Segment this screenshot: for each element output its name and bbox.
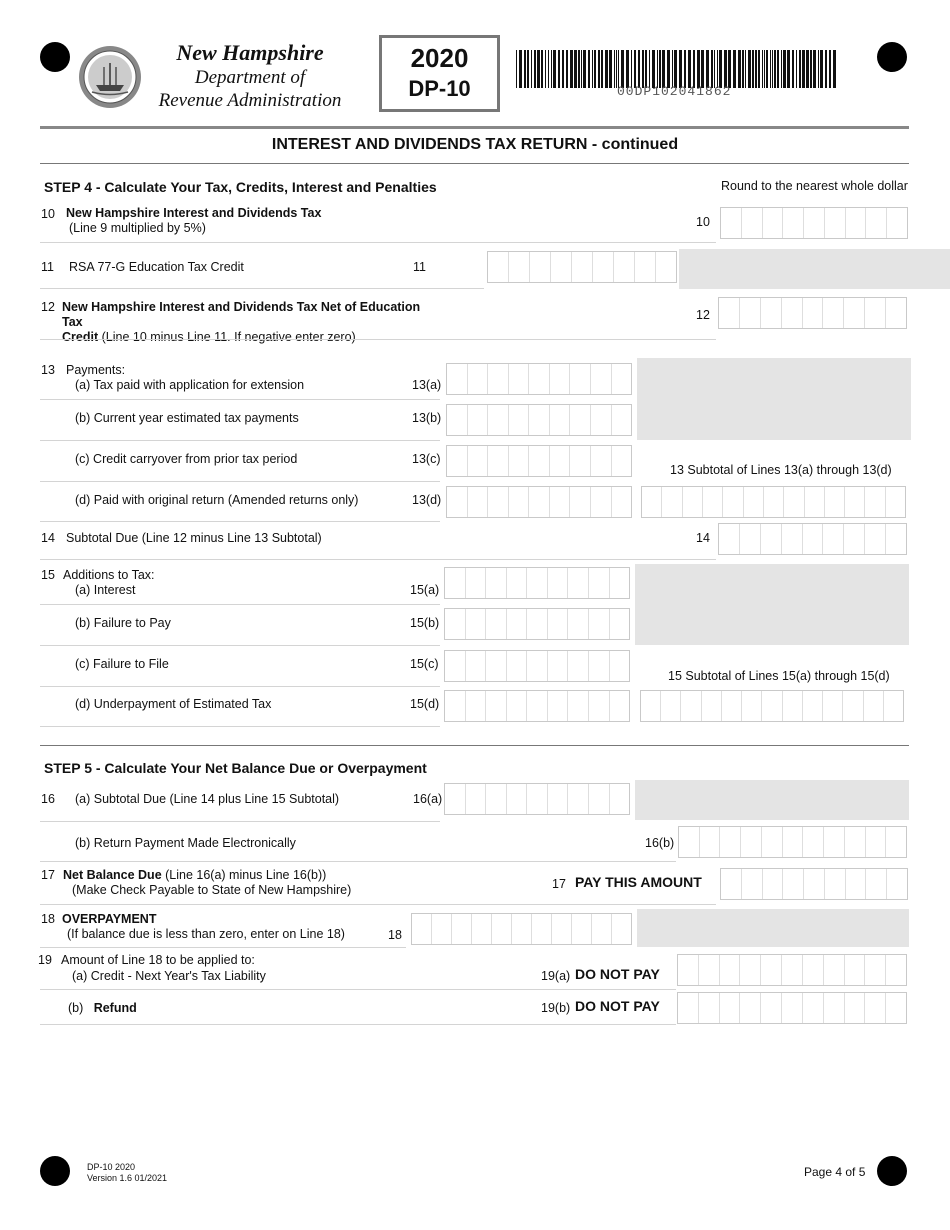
- barcode-bar: [799, 50, 801, 88]
- do-not-pay-b: DO NOT PAY: [575, 998, 660, 1014]
- barcode-bar: [634, 50, 636, 88]
- department-name: Department of: [194, 67, 306, 88]
- line15-subtotal-label: 15 Subtotal of Lines 15(a) through 15(d): [668, 669, 890, 683]
- barcode-bar: [592, 50, 593, 88]
- barcode-bar: [728, 50, 731, 88]
- line18-sub: (If balance due is less than zero, enter on Line 18): [67, 927, 345, 941]
- barcode-bar: [583, 50, 586, 88]
- barcode-bar: [551, 50, 552, 88]
- line13-title: Payments:: [66, 363, 126, 377]
- registration-mark: [877, 42, 907, 72]
- state-name: New Hampshire: [176, 40, 324, 65]
- barcode-bar: [601, 50, 603, 88]
- line19a-text: (a) Credit - Next Year's Tax Liability: [72, 969, 266, 983]
- line18-ref: 18: [388, 928, 402, 942]
- barcode-bar: [764, 50, 765, 88]
- barcode-bar: [570, 50, 573, 88]
- barcode-bar: [772, 50, 773, 88]
- barcode-bar: [531, 50, 532, 88]
- barcode-bar: [566, 50, 568, 88]
- line12-title-2: Credit: [62, 330, 99, 344]
- barcode-bar: [693, 50, 695, 88]
- line14-amount-field[interactable]: [718, 523, 907, 555]
- line19b-amount-field[interactable]: [677, 992, 907, 1024]
- line-number: 15: [41, 568, 55, 582]
- line12-sub: (Line 10 minus Line 11. If negative enter zero): [101, 330, 356, 344]
- barcode-bar: [802, 50, 805, 88]
- barcode-bar: [792, 50, 794, 88]
- line-number: 14: [41, 531, 55, 545]
- barcode-bar: [672, 50, 673, 88]
- barcode-bar: [621, 50, 624, 88]
- barcode-bar: [594, 50, 596, 88]
- step5-heading: STEP 5 - Calculate Your Net Balance Due or Overpayment: [44, 760, 427, 776]
- barcode-bar: [562, 50, 564, 88]
- barcode-bar: [717, 50, 718, 88]
- barcode-bar: [588, 50, 590, 88]
- barcode-bar: [558, 50, 560, 88]
- barcode-bar: [770, 50, 771, 88]
- round-note: Round to the nearest whole dollar: [721, 179, 908, 193]
- line10-title: New Hampshire Interest and Dividends Tax: [66, 206, 322, 220]
- line15b-amount-field[interactable]: [444, 608, 630, 640]
- registration-mark: [40, 42, 70, 72]
- barcode-bar: [766, 50, 768, 88]
- page-title: INTEREST AND DIVIDENDS TAX RETURN - continued: [271, 136, 679, 153]
- barcode: [516, 50, 838, 88]
- barcode-bar: [820, 50, 823, 88]
- barcode-bar: [519, 50, 522, 88]
- barcode-bar: [679, 50, 682, 88]
- page-number: Page 4 of 5: [804, 1165, 866, 1179]
- barcode-bar: [524, 50, 526, 88]
- line14-ref: 14: [696, 531, 710, 545]
- barcode-bar: [738, 50, 741, 88]
- line17-title-rest: (Line 16(a) minus Line 16(b)): [161, 868, 327, 882]
- line11-title: RSA 77-G Education Tax Credit: [69, 260, 244, 274]
- line17-amount-field[interactable]: [720, 868, 908, 900]
- barcode-bar: [667, 50, 670, 88]
- footer-form: DP-10 2020: [87, 1162, 136, 1172]
- barcode-bar: [649, 50, 650, 88]
- line11-amount-field[interactable]: [487, 251, 677, 283]
- barcode-bar: [616, 50, 617, 88]
- line13d-ref: 13(d): [412, 493, 442, 507]
- registration-mark: [877, 1156, 907, 1186]
- barcode-bar: [534, 50, 536, 88]
- barcode-bar: [609, 50, 612, 88]
- barcode-bar: [598, 50, 600, 88]
- barcode-bar: [733, 50, 736, 88]
- barcode-bar: [688, 50, 691, 88]
- barcode-bar: [810, 50, 812, 88]
- line16b-ref: 16(b): [645, 836, 675, 850]
- barcode-bar: [762, 50, 763, 88]
- line13b-ref: 13(b): [412, 411, 442, 425]
- barcode-bar: [777, 50, 779, 88]
- pay-this-amount: PAY THIS AMOUNT: [575, 874, 702, 890]
- line15a-amount-field[interactable]: [444, 567, 630, 599]
- line18-amount-field[interactable]: [411, 913, 632, 945]
- line19b-text: Refund: [93, 1001, 137, 1015]
- line15d-text: (d) Underpayment of Estimated Tax: [75, 697, 272, 711]
- barcode-bar: [662, 50, 665, 88]
- barcode-bar: [719, 50, 722, 88]
- line13b-amount-field[interactable]: [446, 404, 632, 436]
- barcode-bar: [829, 50, 831, 88]
- line15b-ref: 15(b): [410, 616, 440, 630]
- barcode-bar: [752, 50, 754, 88]
- line13-subtotal-field[interactable]: [641, 486, 906, 518]
- barcode-bar: [614, 50, 615, 88]
- barcode-bar: [813, 50, 816, 88]
- department-name-2: Revenue Administration: [158, 90, 342, 111]
- line16a-ref: 16(a): [413, 792, 443, 806]
- barcode-bar: [578, 50, 580, 88]
- state-seal-icon: [78, 45, 142, 109]
- barcode-bar: [516, 50, 517, 88]
- line15b-text: (b) Failure to Pay: [75, 616, 171, 630]
- line13a-amount-field[interactable]: [446, 363, 632, 395]
- line16b-amount-field[interactable]: [678, 826, 907, 858]
- barcode-bar: [605, 50, 608, 88]
- line-number: 12: [41, 300, 55, 314]
- line-number: 17: [41, 868, 55, 882]
- line17-title: Net Balance Due: [63, 868, 162, 882]
- barcode-bar: [701, 50, 704, 88]
- barcode-bar: [674, 50, 677, 88]
- line13c-ref: 13(c): [412, 452, 441, 466]
- barcode-bar: [618, 50, 619, 88]
- barcode-bar: [714, 50, 715, 88]
- line15d-ref: 15(d): [410, 697, 440, 711]
- barcode-bar: [833, 50, 836, 88]
- line-number: 18: [41, 912, 55, 926]
- form-year: 2020: [410, 43, 469, 73]
- footer-version: Version 1.6 01/2021: [87, 1173, 168, 1183]
- barcode-bar: [796, 50, 797, 88]
- line19b-prefix: (b): [68, 1001, 84, 1015]
- line15c-ref: 15(c): [410, 657, 439, 671]
- line17-ref: 17: [552, 877, 566, 891]
- barcode-bar: [638, 50, 640, 88]
- barcode-bar: [724, 50, 727, 88]
- barcode-bar: [574, 50, 577, 88]
- line19-title: Amount of Line 18 to be applied to:: [61, 953, 255, 967]
- line13-subtotal-label: 13 Subtotal of Lines 13(a) through 13(d): [670, 463, 892, 477]
- line12-title: New Hampshire Interest and Dividends Tax Net of Education Tax: [62, 300, 421, 329]
- line13a-text: (a) Tax paid with application for extension: [75, 378, 305, 392]
- barcode-bar: [825, 50, 827, 88]
- line16b-text: (b) Return Payment Made Electronically: [75, 836, 296, 850]
- line15-title: Additions to Tax:: [63, 568, 155, 582]
- line19a-amount-field[interactable]: [677, 954, 907, 986]
- line15c-amount-field[interactable]: [444, 650, 630, 682]
- barcode-bar: [541, 50, 543, 88]
- do-not-pay-a: DO NOT PAY: [575, 966, 660, 982]
- line15-subtotal-field[interactable]: [640, 690, 904, 722]
- form-number: DP-10: [408, 76, 471, 101]
- line-number: 13: [41, 363, 55, 377]
- barcode-bar: [659, 50, 661, 88]
- line11-ref: 11: [413, 260, 426, 274]
- barcode-bar: [684, 50, 686, 88]
- line16a-text: (a) Subtotal Due (Line 14 plus Line 15 Subtotal): [75, 792, 340, 806]
- line-number: 16: [41, 792, 55, 806]
- step4-heading: STEP 4 - Calculate Your Tax, Credits, Interest and Penalties: [44, 179, 437, 195]
- line13a-ref: 13(a): [412, 378, 442, 392]
- line10-ref: 10: [696, 215, 710, 229]
- barcode-bar: [787, 50, 790, 88]
- barcode-bar: [748, 50, 751, 88]
- line19b-ref: 19(b): [541, 1001, 571, 1015]
- barcode-bar: [745, 50, 746, 88]
- line13c-text: (c) Credit carryover from prior tax period: [75, 452, 298, 466]
- line15a-text: (a) Interest: [75, 583, 136, 597]
- barcode-bar: [631, 50, 632, 88]
- barcode-bar: [652, 50, 655, 88]
- line19a-ref: 19(a): [541, 969, 571, 983]
- line15d-amount-field[interactable]: [444, 690, 630, 722]
- line10-sub: (Line 9 multiplied by 5%): [69, 221, 206, 235]
- line15c-text: (c) Failure to File: [75, 657, 169, 671]
- line13d-text: (d) Paid with original return (Amended returns only): [75, 493, 359, 507]
- barcode-bar: [758, 50, 760, 88]
- barcode-bar: [657, 50, 658, 88]
- barcode-bar: [645, 50, 647, 88]
- barcode-bar: [697, 50, 700, 88]
- barcode-bar: [581, 50, 582, 88]
- barcode-bar: [783, 50, 786, 88]
- line13d-amount-field[interactable]: [446, 486, 632, 518]
- barcode-bar: [781, 50, 782, 88]
- line-number: 10: [41, 207, 55, 221]
- barcode-bar: [626, 50, 629, 88]
- barcode-bar: [711, 50, 713, 88]
- line-number: 11: [41, 260, 54, 274]
- barcode-bar: [774, 50, 776, 88]
- line14-title: Subtotal Due (Line 12 minus Line 13 Subtotal): [66, 531, 322, 545]
- line13c-amount-field[interactable]: [446, 445, 632, 477]
- barcode-bar: [642, 50, 644, 88]
- line17-sub: (Make Check Payable to State of New Hampshire): [72, 883, 352, 897]
- barcode-bar: [818, 50, 819, 88]
- barcode-bar: [527, 50, 529, 88]
- line12-amount-field[interactable]: [718, 297, 907, 329]
- line15a-ref: 15(a): [410, 583, 440, 597]
- barcode-bar: [742, 50, 744, 88]
- barcode-bar: [548, 50, 549, 88]
- form-id-box: [379, 35, 500, 112]
- barcode-bar: [545, 50, 546, 88]
- barcode-bar: [553, 50, 556, 88]
- line16a-amount-field[interactable]: [444, 783, 630, 815]
- line18-title: OVERPAYMENT: [62, 912, 157, 926]
- barcode-bar: [806, 50, 809, 88]
- line10-amount-field[interactable]: [720, 207, 908, 239]
- line13b-text: (b) Current year estimated tax payments: [75, 411, 299, 425]
- barcode-bar: [755, 50, 757, 88]
- barcode-text: 00DP102041862: [617, 84, 732, 99]
- line-number: 19: [38, 953, 52, 967]
- line12-ref: 12: [696, 308, 710, 322]
- barcode-bar: [706, 50, 709, 88]
- barcode-bar: [537, 50, 540, 88]
- registration-mark: [40, 1156, 70, 1186]
